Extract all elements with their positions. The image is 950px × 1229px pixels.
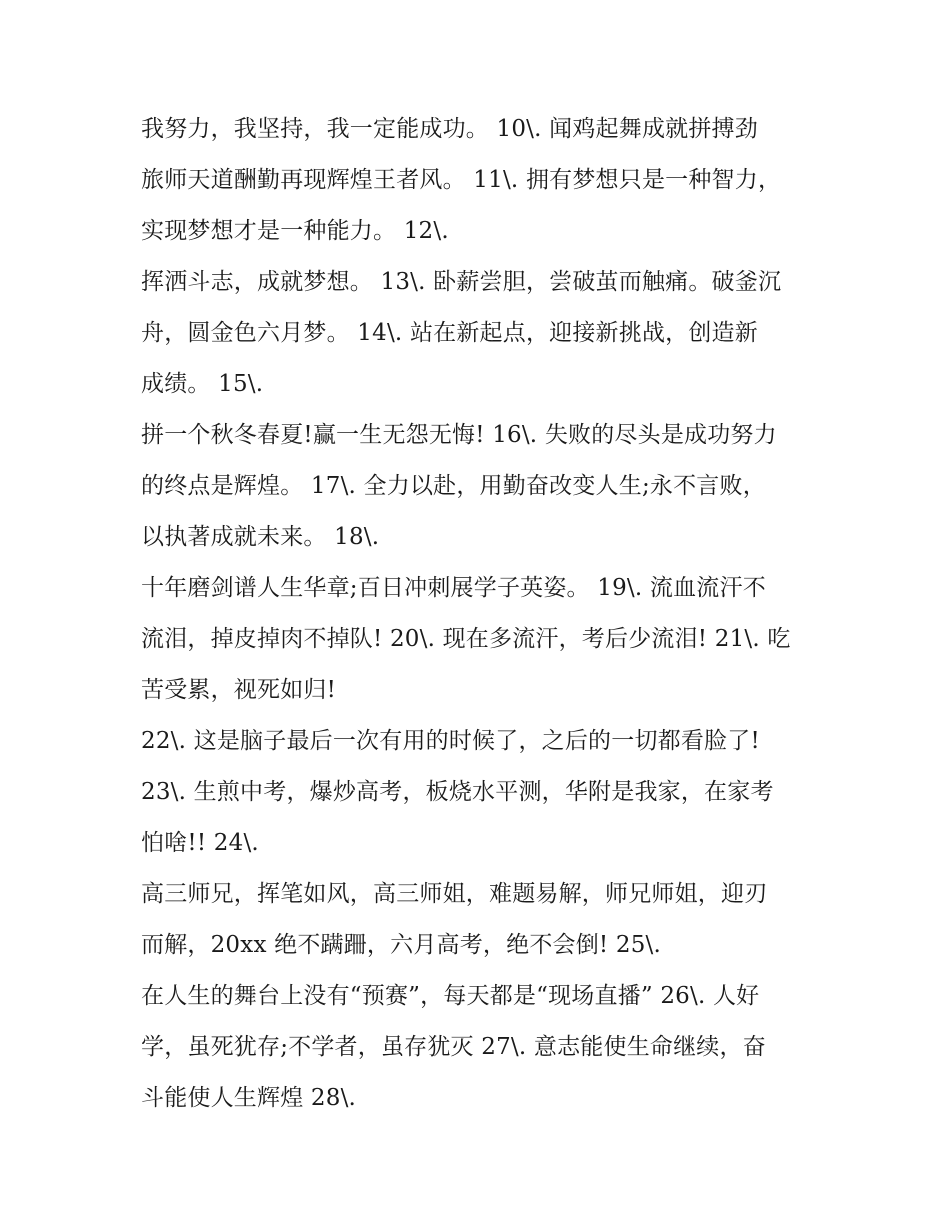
text-line-20: 斗能使人生辉煌 28\. [141,1085,357,1111]
text-line-18: 在人生的舞台上没有“预赛”，每天都是“现场直播” 26\. 人好 [141,983,760,1009]
text-line-14: 23\. 生煎中考，爆炒高考，板烧水平测，华附是我家，在家考 [141,779,774,805]
text-line-9: 以执著成就未来。 18\. [141,524,380,550]
text-line-1: 我努力，我坚持，我一定能成功。 10\. 闻鸡起舞成就拼搏劲 [141,116,758,142]
text-line-2: 旅师天道酬勤再现辉煌王者风。 11\. 拥有梦想只是一种智力， [141,167,782,193]
text-line-5: 舟，圆金色六月梦。 14\. 站在新起点，迎接新挑战，创造新 [141,320,758,346]
text-line-11: 流泪，掉皮掉肉不掉队! 20\. 现在多流汗，考后少流泪! 21\. 吃 [141,626,791,652]
text-line-17: 而解，20xx 绝不蹒跚，六月高考，绝不会倒! 25\. [141,932,662,958]
text-line-7: 拼一个秋冬春夏!赢一生无怨无悔! 16\. 失败的尽头是成功努力 [141,422,777,448]
text-line-19: 学，虽死犹存;不学者，虽存犹灭 27\. 意志能使生命继续，奋 [141,1034,766,1060]
text-line-13: 22\. 这是脑子最后一次有用的时候了，之后的一切都看脸了! [141,728,760,754]
text-line-4: 挥洒斗志，成就梦想。 13\. 卧薪尝胆，尝破茧而触痛。破釜沉 [141,269,782,295]
text-line-16: 高三师兄，挥笔如风，高三师姐，难题易解，师兄师姐，迎刃 [141,881,768,907]
text-line-6: 成绩。 15\. [141,371,264,397]
text-line-12: 苦受累，视死如归! [141,677,337,703]
text-line-10: 十年磨剑谱人生华章;百日冲刺展学子英姿。 19\. 流血流汗不 [141,575,766,601]
text-line-3: 实现梦想才是一种能力。 12\. [141,218,449,244]
text-line-15: 怕啥!! 24\. [141,830,259,856]
text-body [141,104,821,1124]
text-line-8: 的终点是辉煌。 17\. 全力以赴，用勤奋改变人生;永不言败， [141,473,766,499]
